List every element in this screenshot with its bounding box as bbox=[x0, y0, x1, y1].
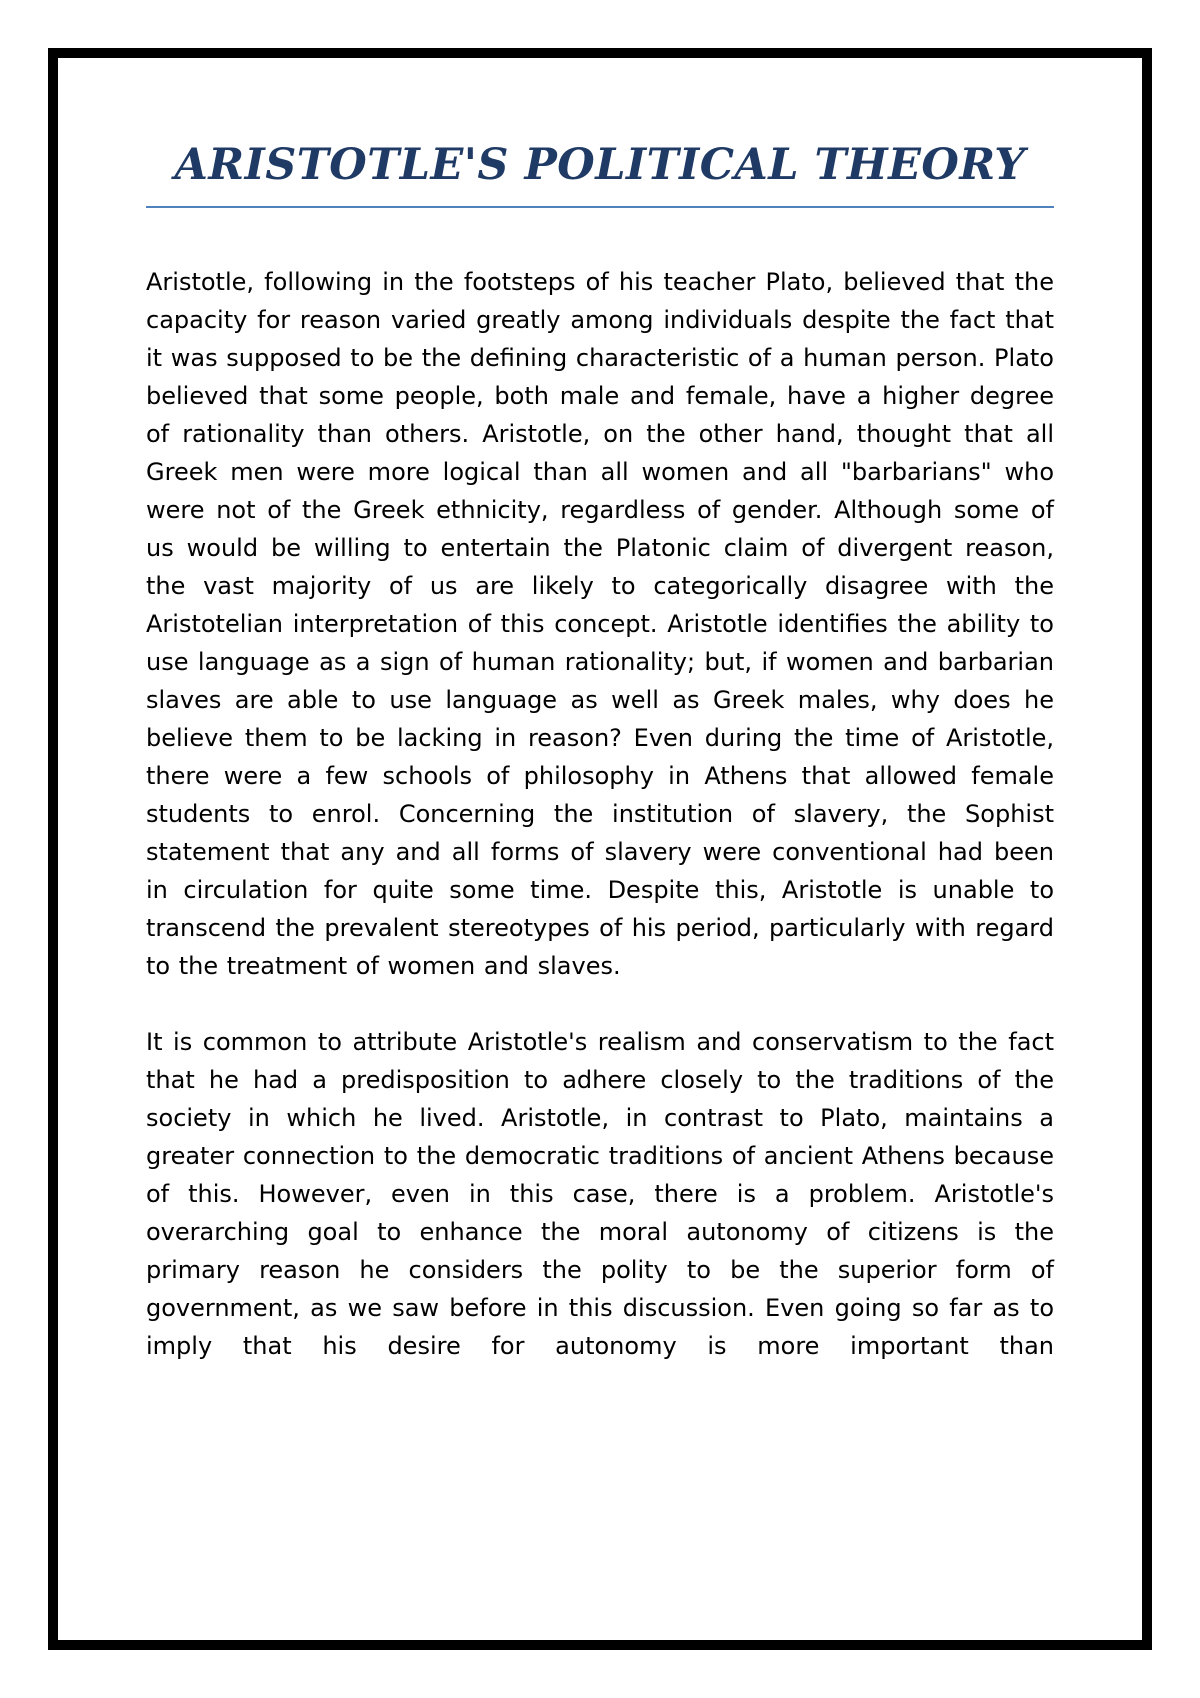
paragraph-2: It is common to attribute Aristotle's realism and conservatism to the fact that he had a predisposition to adhere closely to the traditions of the society in which he lived. Aristotle, in contrast to Plato, maintains a greater connection to the democratic traditions of ancient Athens because of this. However, even in this case, there is a problem. Aristotle's overarching goal to enhance the moral autonomy of citizens is the primary reason he considers the polity to be the superior form of government, as we saw before in this discussion. Even going so far as to imply that his desire for autonomy is more important than bbox=[146, 1027, 1054, 1360]
title-underline bbox=[146, 206, 1054, 208]
paragraph-1: Aristotle, following in the footsteps of his teacher Plato, believed that the capacity for reason varied greatly among individuals despite the fact that it was supposed to be the defining characteristic of a human person. Plato believed that some people, both male and female, have a higher degree of rationality than others. Aristotle, on the other hand, thought that all Greek men were more logical than all women and all "barbarians" who were not of the Greek ethnicity, regardless of gender. Although some of us would be willing to entertain the Platonic claim of divergent reason, the vast majority of us are likely to categorically disagree with the Aristotelian interpretation of this concept. Aristotle identifies the ability to use language as a sign of human rationality; but, if women and barbarian slaves are able to use language as well as Greek males, why does he believe them to be lacking in reason? Even during the time of Aristotle, there were a few schools of philosophy in Athens that allowed female students to enrol. Concerning the institution of slavery, the Sophist statement that any and all forms of slavery were conventional had been in circulation for quite some time. Despite this, Aristotle is unable to transcend the prevalent stereotypes of his period, particularly with regard to the treatment of women and slaves. bbox=[146, 267, 1054, 980]
document-title: ARISTOTLE'S POLITICAL THEORY bbox=[174, 140, 1026, 190]
document-body bbox=[146, 140, 1054, 1403]
